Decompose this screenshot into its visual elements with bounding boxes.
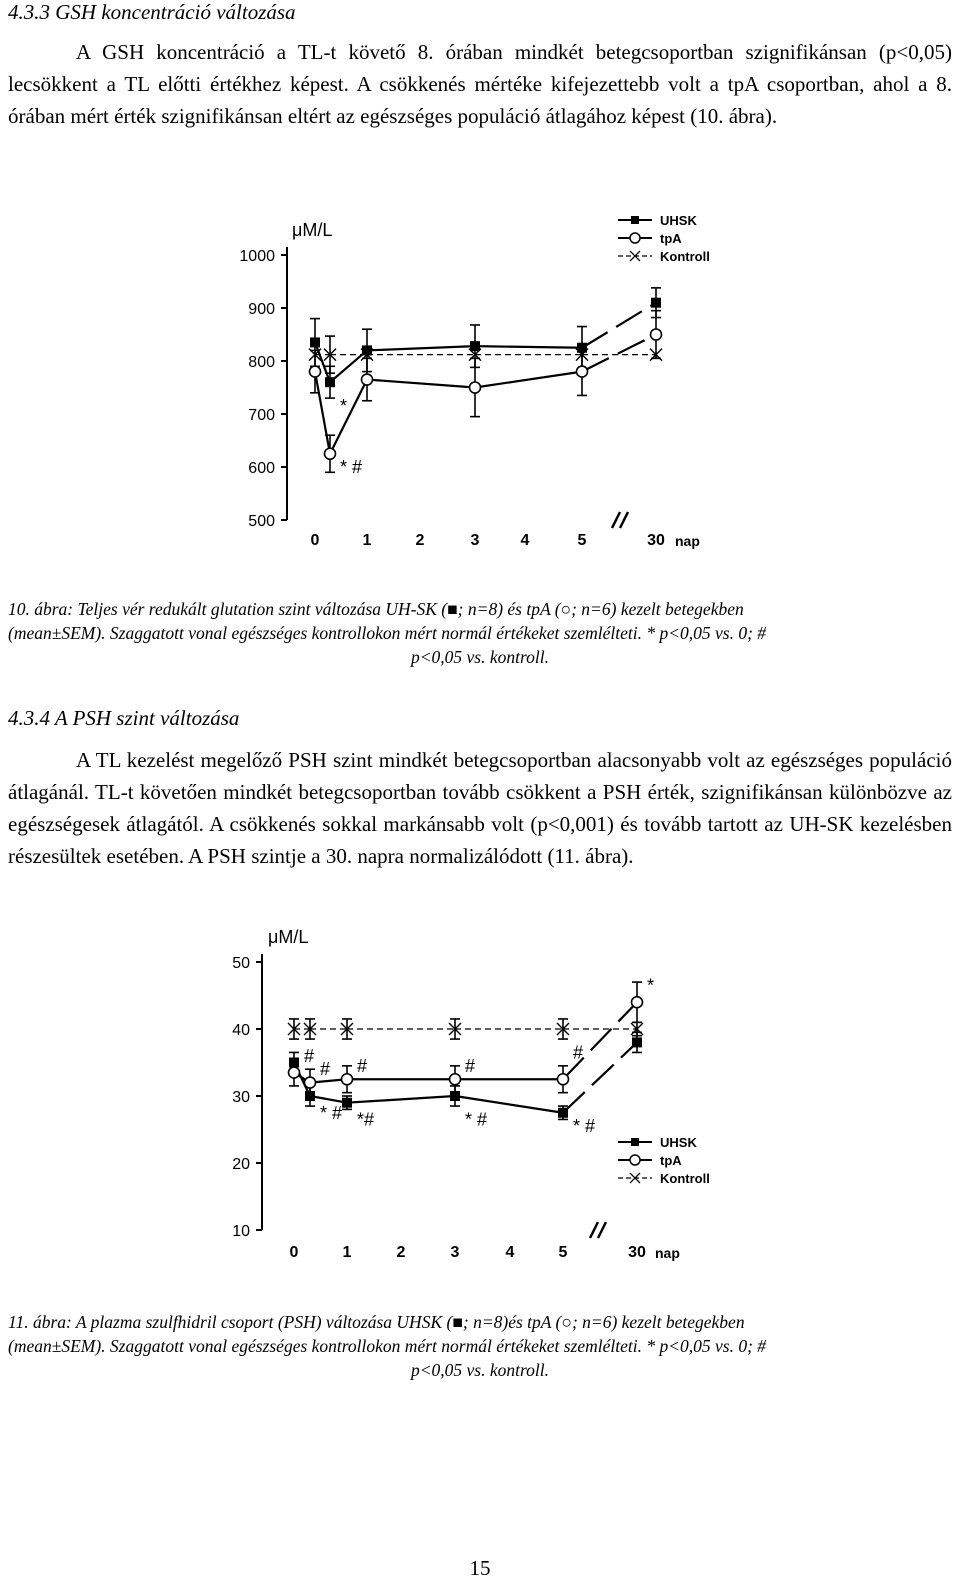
- data-point-UHSK: [325, 377, 335, 387]
- significance-annotation: #: [573, 1042, 584, 1063]
- y-tick-label: 20: [232, 1156, 250, 1173]
- x-tick-label: 3: [450, 1244, 460, 1261]
- figure-10-caption-line: p<0,05 vs. kontroll.: [410, 647, 550, 667]
- axis-break-mark: [612, 512, 620, 528]
- figure-11-caption-line: p<0,05 vs. kontroll.: [410, 1360, 550, 1380]
- legend-label-UHSK: UHSK: [660, 213, 697, 228]
- x-tick-label: 0: [289, 1244, 299, 1261]
- y-tick-label: 30: [232, 1089, 250, 1106]
- x-tick-label: 30: [628, 1244, 646, 1261]
- x-tick-label: 2: [415, 532, 425, 549]
- x-tick-label: 2: [396, 1244, 406, 1261]
- y-tick-label: 800: [248, 354, 275, 371]
- y-tick-label: 1000: [239, 248, 275, 265]
- x-tick-label: 5: [577, 532, 587, 549]
- data-point-UHSK: [310, 337, 320, 347]
- y-axis-unit-label: μM/L: [268, 927, 309, 947]
- significance-annotation: *#: [357, 1109, 375, 1130]
- figure-10-chart: [0, 200, 960, 570]
- paragraph-gsh: [8, 36, 952, 132]
- axis-break-mark: [620, 512, 628, 528]
- significance-annotation: #: [320, 1059, 331, 1080]
- data-point-tpA: [651, 329, 662, 340]
- data-point-tpA: [362, 374, 373, 385]
- significance-annotation: #: [465, 1055, 476, 1076]
- legend-label-tpA: tpA: [660, 1153, 682, 1168]
- x-tick-label: 0: [310, 532, 320, 549]
- series-line-UHSK: [310, 1096, 347, 1103]
- legend-label-UHSK: UHSK: [660, 1135, 697, 1150]
- data-point-UHSK: [632, 1037, 642, 1047]
- significance-annotation: * #: [573, 1116, 596, 1137]
- figure-11-caption-line: (mean±SEM). Szaggatott vonal egészséges kontrollokon mért normál értékeket szemlélteti. * p<0,05 vs. 0; #: [8, 1336, 767, 1356]
- y-tick-label: 700: [248, 407, 275, 424]
- x-tick-label: 3: [470, 532, 480, 549]
- data-point-tpA: [558, 1074, 569, 1085]
- significance-annotation: * #: [320, 1102, 343, 1123]
- figure-10-caption-line: 10. ábra: Teljes vér redukált glutation szint változása UH-SK (■; n=8) és tpA (○; n=6) kezelt betegekben: [8, 599, 744, 619]
- paragraph-psh-text: A TL kezelést megelőző PSH szint mindkét betegcsoportban alacsonyabb volt az egészséges populáció átlagánál. TL-t követően mindkét betegcsoportban tovább csökkent a PSH érték, szignifikánsan különbözve az egészségesek átlagától. A csökkenés sokkal markánsabb volt (p<0,001) és tovább tartott az UH-SK kezelésben részesültek esetében. A PSH szintje a 30. napra normalizálódott (11. ábra).: [8, 748, 952, 868]
- section-heading-psh: 4.3.4 A PSH szint változása: [8, 706, 240, 730]
- figure-11-caption: [8, 1310, 952, 1382]
- significance-annotation: * #: [465, 1109, 488, 1130]
- legend-label-tpA: tpA: [660, 231, 682, 246]
- significance-annotation: * #: [340, 457, 363, 477]
- x-tick-label: 4: [505, 1244, 515, 1261]
- data-point-tpA: [342, 1074, 353, 1085]
- figure-10-svg: [0, 200, 960, 570]
- data-point-UHSK: [342, 1098, 352, 1108]
- paragraph-psh: [8, 744, 952, 872]
- figure-11-caption-line: 11. ábra: A plazma szulfhidril csoport (PSH) változása UHSK (■; n=8)és tpA (○; n=6) kezelt betegekben: [8, 1312, 745, 1332]
- legend-marker-UHSK: [631, 1138, 639, 1146]
- data-point-UHSK: [651, 298, 661, 308]
- series-line-UHSK: [347, 1096, 455, 1103]
- section-heading-gsh: 4.3.3 GSH koncentráció változása: [8, 0, 296, 24]
- series-line-tpA: [330, 380, 367, 454]
- significance-annotation: #: [357, 1055, 368, 1076]
- legend-marker-UHSK: [631, 216, 639, 224]
- data-point-UHSK: [470, 341, 480, 351]
- data-point-tpA: [289, 1067, 300, 1078]
- axis-break-mark: [590, 1222, 598, 1238]
- x-axis-unit-label: nap: [655, 1245, 680, 1261]
- figure-11-chart: [0, 915, 960, 1275]
- significance-annotation: #: [304, 1045, 315, 1066]
- significance-annotation: *: [647, 975, 655, 996]
- significance-annotation: *: [340, 396, 348, 417]
- data-point-tpA: [470, 382, 481, 393]
- figure-10-caption: [8, 597, 952, 669]
- data-point-tpA: [325, 448, 336, 459]
- y-tick-label: 900: [248, 301, 275, 318]
- figure-10-caption-line: (mean±SEM). Szaggatott vonal egészséges kontrollokon mért normál értékeket szemlélteti. * p<0,05 vs. 0; #: [8, 623, 767, 643]
- series-line-tpA: [563, 1002, 637, 1079]
- x-tick-label: 1: [362, 532, 372, 549]
- series-line-UHSK: [367, 346, 475, 350]
- y-tick-label: 50: [232, 955, 250, 972]
- data-point-tpA: [632, 997, 643, 1008]
- page-number: 15: [469, 1556, 491, 1580]
- x-tick-label: 30: [647, 532, 665, 549]
- axis-break-mark: [598, 1222, 606, 1238]
- legend-marker-tpA: [630, 233, 640, 243]
- x-tick-label: 4: [520, 532, 530, 549]
- legend-marker-tpA: [630, 1155, 640, 1165]
- x-tick-label: 5: [558, 1244, 568, 1261]
- series-line-tpA: [475, 372, 582, 388]
- data-point-tpA: [305, 1077, 316, 1088]
- data-point-tpA: [577, 366, 588, 377]
- y-axis-unit-label: μM/L: [292, 220, 333, 240]
- x-tick-label: 1: [342, 1244, 352, 1261]
- y-tick-label: 10: [232, 1223, 250, 1240]
- legend-label-Kontroll: Kontroll: [660, 249, 710, 264]
- y-tick-label: 500: [248, 513, 275, 530]
- x-axis-unit-label: nap: [675, 533, 700, 549]
- legend-label-Kontroll: Kontroll: [660, 1171, 710, 1186]
- data-point-tpA: [450, 1074, 461, 1085]
- paragraph-gsh-text: A GSH koncentráció a TL-t követő 8. órában mindkét betegcsoportban szignifikánsan (p<0,05) lecsökkent a TL előtti értékhez képest. A csökkenés mértéke kifejezettebb volt a tpA csoportban, ahol a 8. órában mért érték szignifikánsan eltért az egészséges populáció átlagához képest (10. ábra).: [8, 40, 952, 128]
- data-point-tpA: [310, 366, 321, 377]
- y-tick-label: 40: [232, 1022, 250, 1039]
- y-tick-label: 600: [248, 460, 275, 477]
- figure-11-svg: [0, 915, 960, 1275]
- data-point-UHSK: [558, 1108, 568, 1118]
- series-line-UHSK: [475, 346, 582, 348]
- series-line-tpA: [367, 380, 475, 388]
